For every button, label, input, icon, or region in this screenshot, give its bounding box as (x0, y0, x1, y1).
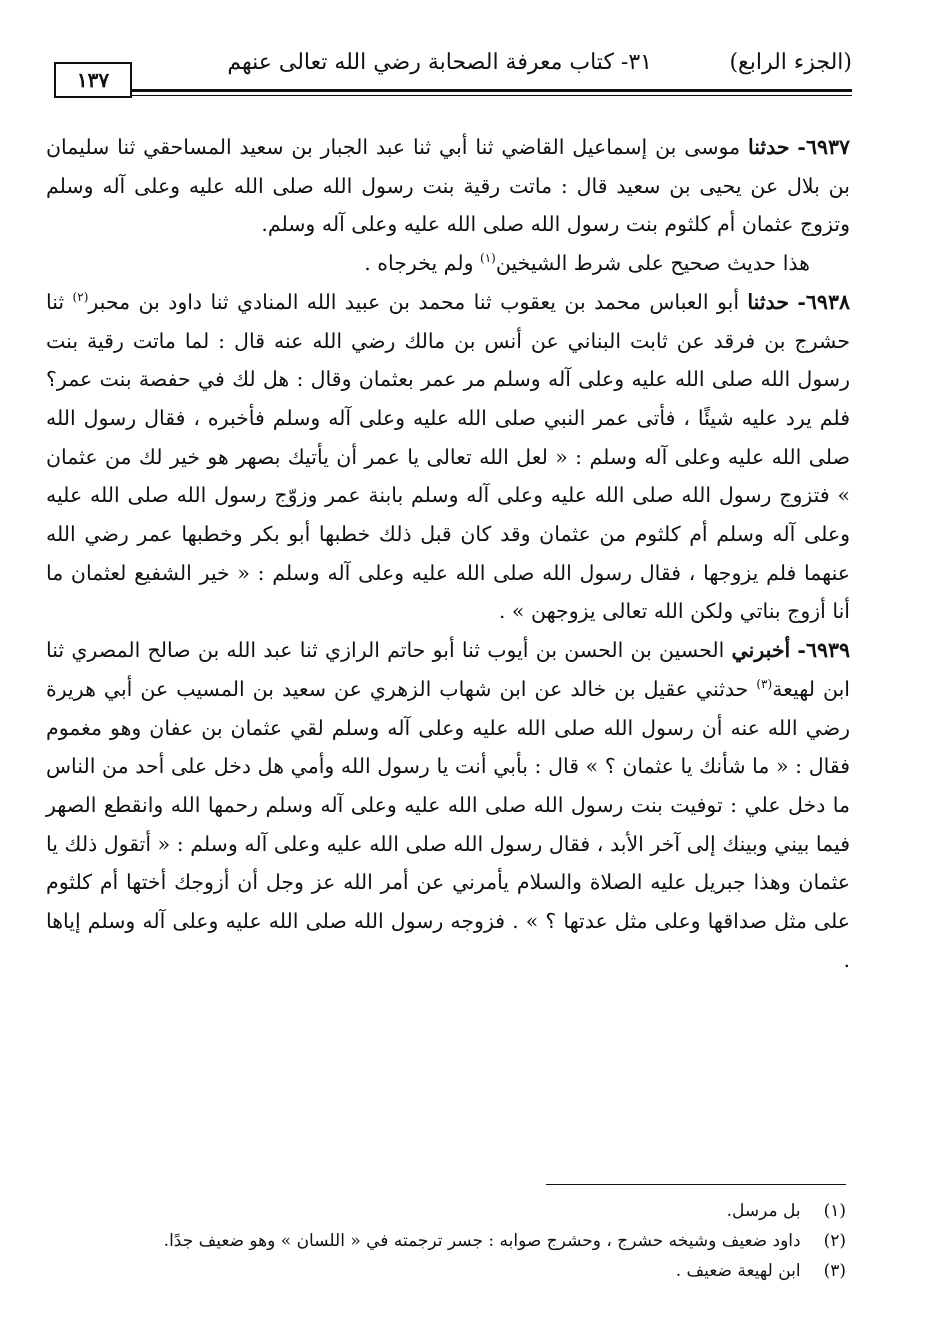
footnote-ref[interactable]: (١) (480, 251, 496, 266)
footnote-mark: (٣) (823, 1261, 846, 1281)
page-number: ١٣٧ (54, 62, 132, 98)
hadith-6939 (46, 631, 850, 979)
footnote-2 (46, 1226, 846, 1256)
header-rule-thin (130, 95, 852, 96)
header-rule-thick (130, 89, 852, 92)
footnote-text: داود ضعيف وشيخه حشرج ، وحشرج صوابه : جسر ترجمته في « اللسان » وهو ضعيف جدًا. (163, 1231, 801, 1251)
hadith-number: ٦٩٣٨- (797, 289, 850, 314)
hadith-grading: هذا حديث صحيح على شرط الشيخين$^{(١)}$ ولم يخرجاه . (364, 251, 810, 276)
footnote-text: ابن لهيعة ضعيف . (675, 1261, 801, 1281)
footnote-ref[interactable]: (٣) (756, 677, 773, 692)
main-text (46, 128, 850, 979)
footnotes (46, 1196, 846, 1286)
chapter-title: ٣١- كتاب معرفة الصحابة رضي الله تعالى عنهم (227, 50, 652, 75)
hadith-lead: حدثنا (747, 135, 790, 159)
footnote-mark: (١) (823, 1201, 846, 1221)
hadith-6937 (46, 128, 850, 244)
hadith-6938 (46, 283, 850, 631)
hadith-text: ثنا حشرج بن فرقد عن ثابت البناني عن أنس بن مالك رضي الله عنه قال : لما ماتت رقية بنت رسول الله صلى الله عليه وعلى آله وسلم مر عمر بعثمان وقال : هل لك في حفصة بنت عمر؟ فلم يرد عليه شيئًا ، فأتى عمر النبي صلى الله عليه وعلى آله وسلم فأخبره ، فقال رسول الله صلى الله عليه وعلى آله وسلم : « لعل الله تعالى يا عمر أن يأتيك بصهر هو خير لك من عثمان » فتزوج رسول الله صلى الله عليه وعلى آله وسلم بابنة عمر وزوّج رسول الله صلى الله عليه وعلى آله وسلم أم كلثوم من عثمان وقد كان قبل ذلك خطبها أبو بكر وخطبها عمر رضي الله عنهما فلم يزوجها ، فقال رسول الله صلى الله عليه وعلى آله وسلم : « خير الشفيع لعثمان ما أنا أزوج بناتي ولكن الله تعالى يزوجهن » . (46, 289, 850, 624)
footnote-ref[interactable]: (٢) (72, 289, 89, 304)
hadith-text: موسى بن إسماعيل القاضي ثنا أبي ثنا عبد الجبار بن سعيد المساحقي ثنا سليمان بن بلال عن يحيى بن سعيد قال : ماتت رقية بنت رسول الله صلى الله عليه وعلى آله وسلم وتزوج عثمان أم كلثوم بنت رسول الله صلى الله عليه وعلى آله وسلم. (46, 135, 850, 237)
footnote-separator (546, 1184, 846, 1185)
footnote-mark: (٢) (823, 1231, 846, 1251)
footnote-text: بل مرسل. (726, 1201, 801, 1221)
footnote-3 (46, 1256, 846, 1286)
hadith-text: أبو العباس محمد بن يعقوب ثنا محمد بن عبيد الله المنادي ثنا داود بن محبر (88, 289, 740, 314)
hadith-lead: حدثنا (747, 289, 789, 314)
page-header (40, 40, 852, 100)
volume-label: (الجزء الرابع) (729, 50, 852, 75)
hadith-text: الحسين بن الحسن بن أيوب ثنا أبو حاتم الرازي ثنا عبد الله بن صالح المصري ثنا ابن لهيعة (46, 638, 850, 701)
hadith-number: ٦٩٣٩- (797, 638, 850, 663)
hadith-lead: أخبرني (731, 638, 791, 663)
footnote-1 (46, 1196, 846, 1226)
hadith-text: حدثني عقيل بن خالد عن ابن شهاب الزهري عن سعيد بن المسيب عن أبي هريرة رضي الله عنه أن رسول الله صلى الله عليه وعلى آله وسلم لقي عثمان بن عفان وهو مغموم فقال : « ما شأنك يا عثمان ؟ » قال : بأبي أنت يا رسول الله وأمي هل دخل على أحد من الناس ما دخل علي : توفيت بنت رسول الله صلى الله عليه وعلى آله وسلم رحمها الله وانقطع الصهر فيما بيني وبينك إلى آخر الأبد ، فقال رسول الله صلى الله عليه وعلى آله وسلم : « أتقول ذلك يا عثمان وهذا جبريل عليه الصلاة والسلام يأمرني عن أمر الله عز وجل أن أزوجك أختها أم كلثوم على مثل صداقها وعلى مثل عدتها ؟ » . فزوجه رسول الله صلى الله عليه وعلى آله وسلم إياها . (46, 676, 850, 972)
hadith-number: ٦٩٣٧- (797, 135, 850, 159)
